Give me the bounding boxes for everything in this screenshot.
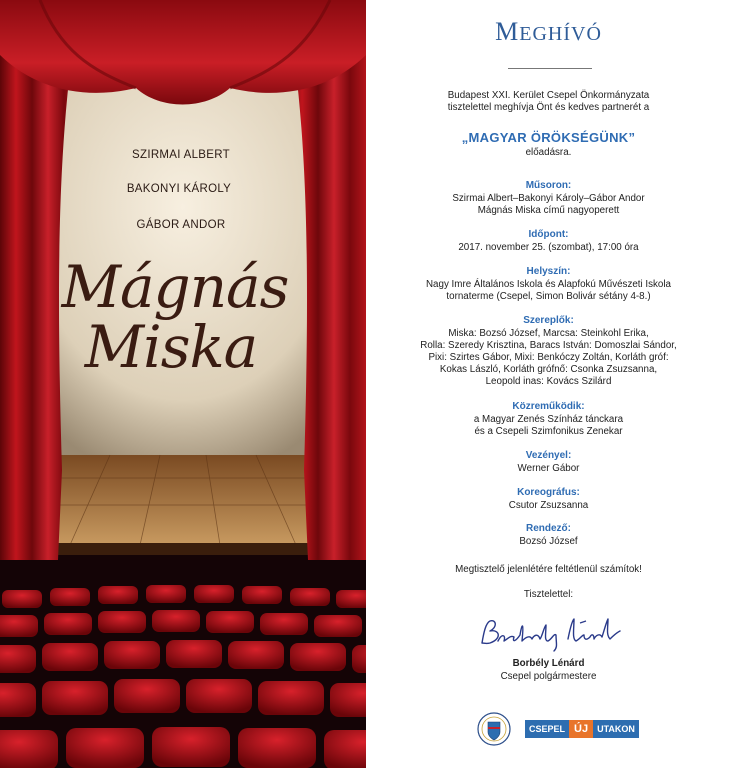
csepel-uj-utakon-logo	[525, 720, 639, 738]
signer-title: Csepel polgármestere	[500, 671, 597, 682]
show-suffix: előadásra.	[525, 147, 572, 158]
contrib-label: Közreműködik:	[512, 401, 585, 412]
cast-label: Szereplők:	[523, 315, 574, 326]
closing-line: Megtisztelő jelenlétére feltétlenül számítok!	[455, 564, 642, 575]
time-label: Időpont:	[528, 229, 569, 240]
contrib-line2: és a Csepeli Szimfonikus Zenekar	[474, 426, 623, 437]
composer-credit: SZIRMAI ALBERT	[132, 149, 230, 161]
logo-part-utakon: UTAKON	[593, 720, 639, 738]
writer-credit: GÁBOR ANDOR	[136, 219, 226, 231]
title-divider	[508, 68, 592, 69]
place-label: Helyszín:	[526, 266, 571, 277]
cast-line4: Kokas László, Korláth grófnő: Csonka Zsuzsanna,	[439, 364, 658, 375]
choreographer-label: Koreográfus:	[517, 487, 580, 498]
signer-name: Borbély Lénárd	[512, 658, 585, 669]
logo-area	[474, 712, 634, 744]
conductor-label: Vezényel:	[525, 450, 572, 461]
regards-line: Tisztelettel:	[523, 589, 574, 600]
cast-line2: Rolla: Szeredy Krisztina, Baracs István: Domoszlai Sándor,	[420, 340, 677, 351]
intro-line2: tisztelettel meghívja Önt és kedves partnerét a	[447, 102, 650, 113]
poster-title-line1: Mágnás	[61, 253, 289, 321]
program-line2: Mágnás Miska című nagyoperett	[477, 205, 620, 216]
conductor-value: Werner Gábor	[517, 463, 580, 474]
intro-line1: Budapest XXI. Kerület Csepel Önkormányzata	[447, 90, 650, 101]
director-value: Bozsó József	[519, 536, 578, 547]
signature-image	[476, 613, 626, 655]
invitation-text	[366, 0, 731, 768]
time-value: 2017. november 25. (szombat), 17:00 óra	[458, 242, 639, 253]
invitation-title	[366, 17, 731, 47]
invitation-title-initial: M	[495, 17, 520, 46]
program-line1: Szirmai Albert–Bakonyi Károly–Gábor Andor	[452, 193, 645, 204]
program-label: Műsoron:	[525, 180, 572, 191]
lyricist-credit: BAKONYI KÁROLY	[126, 183, 232, 195]
place-line2: tornaterme (Csepel, Simon Bolivár sétány 4-8.)	[446, 291, 651, 302]
contrib-line1: a Magyar Zenés Színház tánckara	[473, 414, 624, 425]
place-line1: Nagy Imre Általános Iskola és Alapfokú Művészeti Iskola	[425, 279, 672, 290]
choreographer-value: Csutor Zsuzsanna	[508, 500, 589, 511]
cast-line3: Pixi: Szirtes Gábor, Mixi: Benkóczy Zoltán, Korláth gróf:	[428, 352, 669, 363]
csepel-crest-icon	[474, 712, 514, 746]
poster-title-line2: Miska	[84, 313, 258, 381]
invitation-title-rest: EGHÍVÓ	[519, 23, 602, 45]
cast-line1: Miska: Bozsó József, Marcsa: Steinkohl Erika,	[448, 328, 649, 339]
director-label: Rendező:	[526, 523, 571, 534]
logo-part-csepel: CSEPEL	[525, 720, 569, 738]
show-name: „MAGYAR ÖRÖKSÉGÜNK”	[461, 130, 636, 145]
logo-part-uj: ÚJ	[569, 720, 593, 738]
cast-line5: Leopold inas: Kovács Szilárd	[485, 376, 612, 387]
